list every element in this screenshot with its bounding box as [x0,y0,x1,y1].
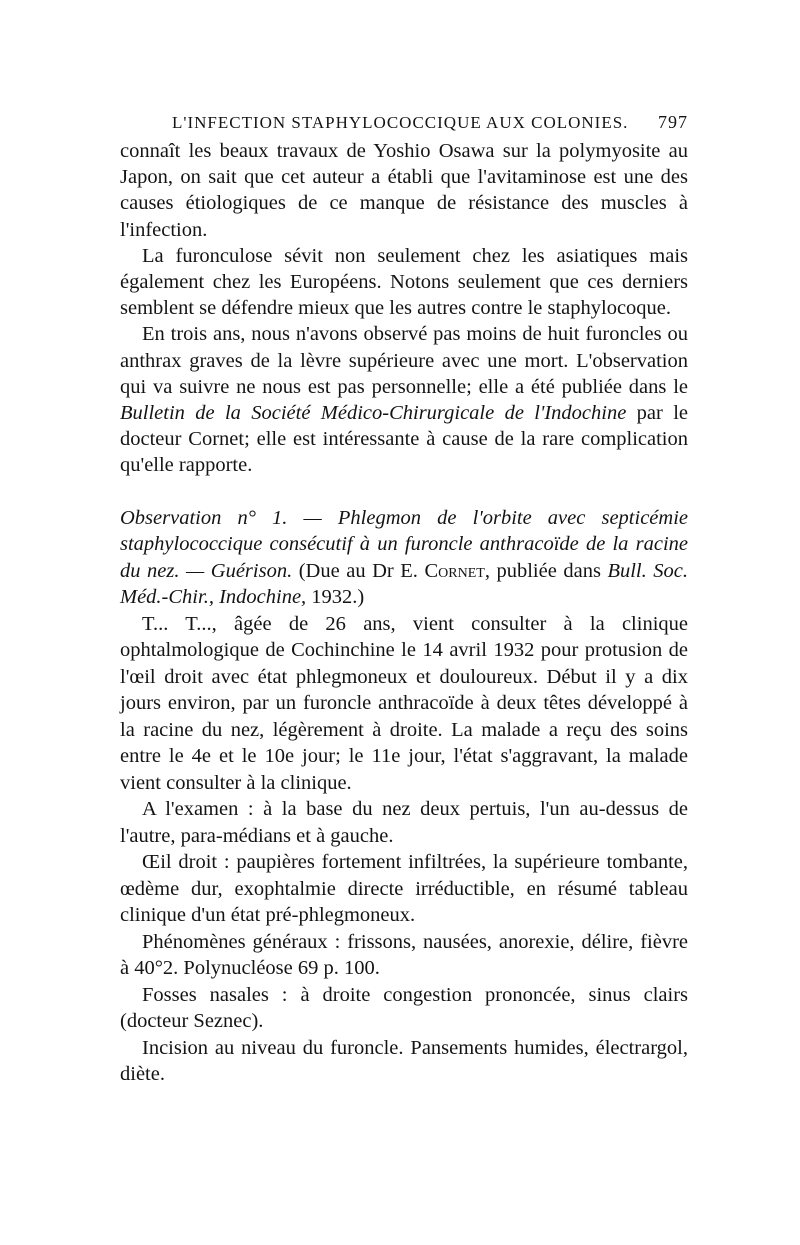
observation-paragraph-4: Phénomènes généraux : frissons, nausées, anorexie, délire, fièvre à 40°2. Polynucléose 69 p. 100. [120,930,688,980]
observation-paragraph-6: Incision au niveau du furoncle. Pansements humides, électrargol, diète. [120,1036,688,1086]
observation-paragraph-1: T... T..., âgée de 26 ans, vient consulter à la clinique ophtalmologique de Cochinchine le 14 avril 1932 pour protusion de l'œil droit avec état phlegmoneux et douloureux. Début il y a dix jours environ, par un furoncle anthracoïde à deux têtes développé à la racine du nez, légèrement à droite. La malade a reçu des soins entre le 4e et le 10e jour; le 11e jour, l'état s'aggravant, la malade vient consulter à la clinique. [120,612,688,794]
observation-source-a: (Due au Dr E. [292,559,425,582]
paragraph-2: La furonculose sévit non seulement chez les asiatiques mais également chez les Européens. Notons seulement que ces derniers semblent se défendre mieux que les autres contre le staphylocoque. [120,244,688,320]
observation-source-b: , publiée dans [484,559,608,582]
observation-paragraph-2: A l'examen : à la base du nez deux pertuis, l'un au-dessus de l'autre, para-médians et à gauche. [120,798,688,847]
observation-title: Observation n° 1. — Phlegmon de l'orbite avec septicémie staphylococcique consécutif à un furoncle anthracoïde de la racine du nez. — Guérison. [120,506,688,582]
running-header [172,112,688,138]
running-title: L'INFECTION STAPHYLOCOCCIQUE AUX COLONIES. [172,113,629,132]
observation-paragraph-5: Fosses nasales : à droite congestion prononcée, sinus clairs (docteur Seznec). [120,983,688,1033]
observation-author: Cornet [424,559,485,582]
observation-paragraph-3: Œil droit : paupières fortement infiltrées, la supérieure tombante, œdème dur, exophtalmie directe irréductible, en résumé tableau clinique d'un état pré-phlegmoneux. [120,851,688,927]
section-gap [120,479,688,505]
page-number: 797 [658,112,688,132]
observation-source-c: 1932.) [306,586,365,609]
paragraph-3 [120,321,688,478]
observation-journal: Bull. Soc. Méd.-Chir., Indochine, [120,559,688,609]
paragraph-3-text-b: par le docteur Cornet; elle est intéressante à cause de la rare complication qu'elle rapporte. [120,402,688,477]
paragraph-1: connaît les beaux travaux de Yoshio Osawa sur la polymyosite au Japon, on sait que cet auteur a établi que l'avitaminose est une des causes étiologiques de ce manque de résistance des muscles à l'infection. [120,140,688,241]
paragraph-3-text-a: En trois ans, nous n'avons observé pas moins de huit furoncles ou anthrax graves de la lèvre supérieure avec une mort. L'observation qui va suivre ne nous est pas personnelle; elle a été publiée dans le [120,323,688,398]
observation-heading [120,505,688,611]
book-page [120,112,688,1088]
journal-title: Bulletin de la Société Médico-Chirurgicale de l'Indochine [120,402,627,425]
